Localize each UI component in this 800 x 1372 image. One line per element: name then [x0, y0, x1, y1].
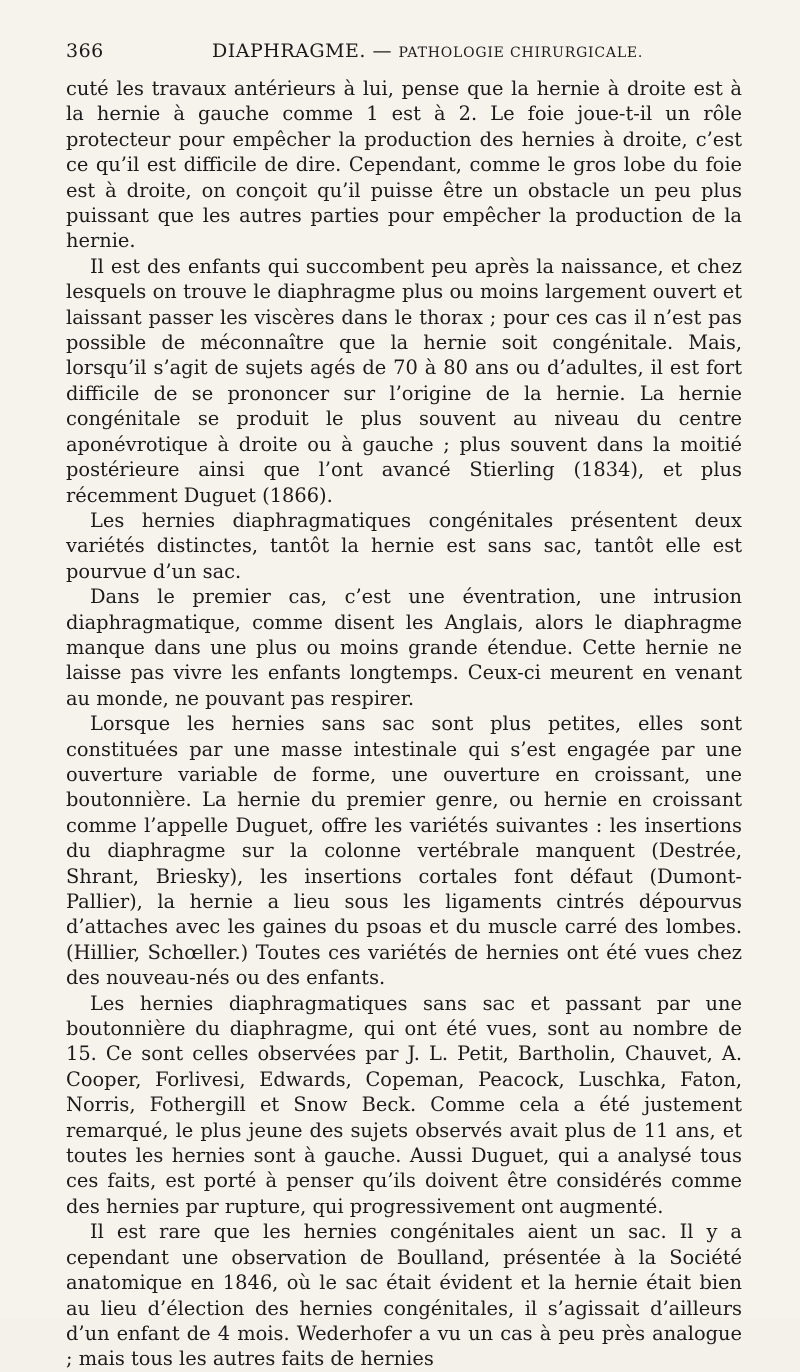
chapter-title: DIAPHRAGME. — [212, 40, 366, 62]
body-text — [66, 76, 742, 1372]
paragraph: Dans le premier cas, c’est une éventration, une intrusion diaphragmatique, comme disent les Anglais, alors le diaphragme manque dans une plus ou moins grande étendue. Cette hernie ne laisse pas vivre les enfants longtemps. Ceux-ci meurent en venant au monde, ne pouvant pas respirer. — [66, 585, 742, 710]
running-title — [212, 40, 643, 62]
paragraph: Il est des enfants qui succombent peu après la naissance, et chez lesquels on trouve le diaphragme plus ou moins largement ouvert et laissant passer les viscères dans le thorax ; pour ces cas il n’est pas possible de méconnaître que la hernie soit congénitale. Mais, lorsqu’il s’agit de sujets agés de 70 à 80 ans ou d’adultes, il est fort difficile de se prononcer sur l’origine de la hernie. La hernie congénitale se produit le plus souvent au niveau du centre aponévrotique à droite ou à gauche ; plus souvent dans la moitié postérieure ainsi que l’ont avancé Stierling (1834), et plus récemment Duguet (1866). — [66, 254, 742, 507]
paragraph: Les hernies diaphragmatiques congénitales présentent deux variétés distinctes, tantôt la hernie est sans sac, tantôt elle est pourvue d’un sac. — [66, 508, 742, 583]
section-title: PATHOLOGIE CHIRURGICALE. — [398, 45, 644, 61]
paragraph: Lorsque les hernies sans sac sont plus petites, elles sont constituées par une masse intestinale qui s’est engagée par une ouverture variable de forme, une ouverture en croissant, une boutonnière. La hernie du premier genre, ou hernie en croissant comme l’appelle Duguet, offre les variétés suivantes : les insertions du diaphragme sur la colonne vertébrale manquent (Destrée, Shrant, Briesky), les insertions cortales font défaut (Dumont-Pallier), la hernie a lieu sous les ligaments cintrés dépourvus d’attaches avec les gaines du psoas et du muscle carré des lombes. (Hillier, Schœller.) Toutes ces variétés de hernies ont été vues chez des nouveau-nés ou des enfants. — [66, 712, 742, 990]
page-number: 366 — [66, 40, 104, 62]
paragraph: Il est rare que les hernies congénitales aient un sac. Il y a cependant une observation de Boulland, présentée à la Société anatomique en 1846, où le sac était évident et la hernie était bien au lieu d’élection des hernies congénitales, il s’agissait d’ailleurs d’un enfant de 4 mois. Wederhofer a vu un cas à peu près analogue ; mais tous les autres faits de hernies — [66, 1220, 742, 1371]
running-header — [66, 40, 742, 66]
title-separator: — — [372, 40, 392, 62]
paragraph: Les hernies diaphragmatiques sans sac et passant par une boutonnière du diaphragme, qui ont été vues, sont au nombre de 15. Ce sont celles observées par J. L. Petit, Bartholin, Chauvet, A. Cooper, Forlivesi, Edwards, Copeman, Peacock, Luschka, Faton, Norris, Fothergill et Snow Beck. Comme cela a été justement remarqué, le plus jeune des sujets observés avait plus de 11 ans, et toutes les hernies sont à gauche. Aussi Duguet, qui a analysé tous ces faits, est porté à penser qu’ils doivent être considérés comme des hernies par rupture, qui progressivement ont augmenté. — [66, 991, 742, 1218]
paragraph-continued: cuté les travaux antérieurs à lui, pense que la hernie à droite est à la hernie à gauche comme 1 est à 2. Le foie joue-t-il un rôle protecteur pour empêcher la production des hernies à droite, c’est ce qu’il est difficile de dire. Cependant, comme le gros lobe du foie est à droite, on conçoit qu’il puisse être un obstacle un peu plus puissant que les autres parties pour empêcher la production de la hernie. — [66, 77, 742, 253]
